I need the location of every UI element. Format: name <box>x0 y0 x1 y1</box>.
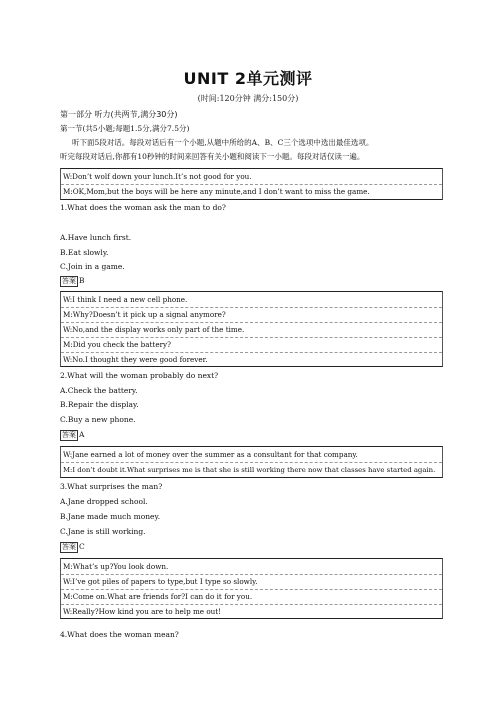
section-part-heading: 第一部分 听力(共两节,满分30分) <box>60 110 178 119</box>
dialogue-line: W:I think I need a new cell phone. <box>63 295 188 304</box>
answer-1 <box>60 276 85 287</box>
option-2b: B.Repair the display. <box>60 400 139 409</box>
option-2c: C.Buy a new phone. <box>60 415 136 424</box>
answer-label: 答案 <box>62 431 76 439</box>
question-3: 3.What surprises the man? <box>60 482 163 491</box>
option-3c: C.Jane is still working. <box>60 527 146 536</box>
option-1b: B.Eat slowly. <box>60 248 109 257</box>
instructions-line-2: 听完每段对话后,你都有10秒钟的时间来回答有关小题和阅读下一小题。每段对话仅读一遍。 <box>60 152 365 161</box>
option-2a: A.Check the battery. <box>60 386 138 395</box>
option-1c: C.Join in a game. <box>60 262 125 271</box>
dialogue-box-3 <box>60 446 443 478</box>
question-2: 2.What will the woman probably do next? <box>60 371 219 380</box>
instructions-line-1: 听下面5段对话。每段对话后有一个小题,从题中所给的A、B、C三个选项中选出最佳选项。 <box>72 138 374 147</box>
dialogue-line: W:Don’t wolf down your lunch.It’s not good for you. <box>63 172 252 181</box>
question-4: 4.What does the woman mean? <box>60 630 179 639</box>
dialogue-line: M:OK,Mom,but the boys will be here any minute,and I don’t want to miss the game. <box>63 187 370 196</box>
dialogue-line: M:What’s up?You look down. <box>63 562 169 571</box>
page-subtitle: (时间:120分钟 满分:150分) <box>197 94 299 103</box>
answer-value: C <box>79 542 85 551</box>
option-3b: B.Jane made much money. <box>60 512 161 521</box>
answer-3 <box>60 542 85 553</box>
answer-value: A <box>79 430 85 439</box>
answer-label: 答案 <box>62 277 76 285</box>
dialogue-box-4 <box>60 558 443 619</box>
dialogue-line: W:Jane earned a lot of money over the summer as a consultant for that company. <box>63 450 358 459</box>
dialogue-line: M:I don’t doubt it.What surprises me is that she is still working there now that classes have started again. <box>63 466 436 474</box>
dialogue-box-2 <box>60 291 443 367</box>
answer-value: B <box>79 276 85 285</box>
page-title: UNIT 2单元测评 <box>183 69 313 88</box>
option-1a: A.Have lunch first. <box>60 233 132 242</box>
question-1: 1.What does the woman ask the man to do? <box>60 203 226 212</box>
dialogue-line: W:I’ve got piles of papers to type,but I type so slowly. <box>63 577 258 586</box>
dialogue-line: W:No,and the display works only part of the time. <box>63 325 245 334</box>
section-subpart-heading: 第一节(共5小题;每题1.5分,满分7.5分) <box>60 124 190 133</box>
option-3a: A.Jane dropped school. <box>60 497 148 506</box>
answer-2 <box>60 430 84 441</box>
dialogue-box-1 <box>60 168 443 200</box>
dialogue-line: M:Why?Doesn’t it pick up a signal anymore? <box>63 310 226 319</box>
dialogue-line: M:Come on.What are friends for?I can do it for you. <box>63 592 253 601</box>
dialogue-line: W:No.I thought they were good forever. <box>63 355 208 364</box>
dialogue-line: M:Did you check the battery? <box>63 340 171 349</box>
dialogue-line: W:Really?How kind you are to help me out! <box>63 607 222 616</box>
answer-label: 答案 <box>62 543 76 551</box>
